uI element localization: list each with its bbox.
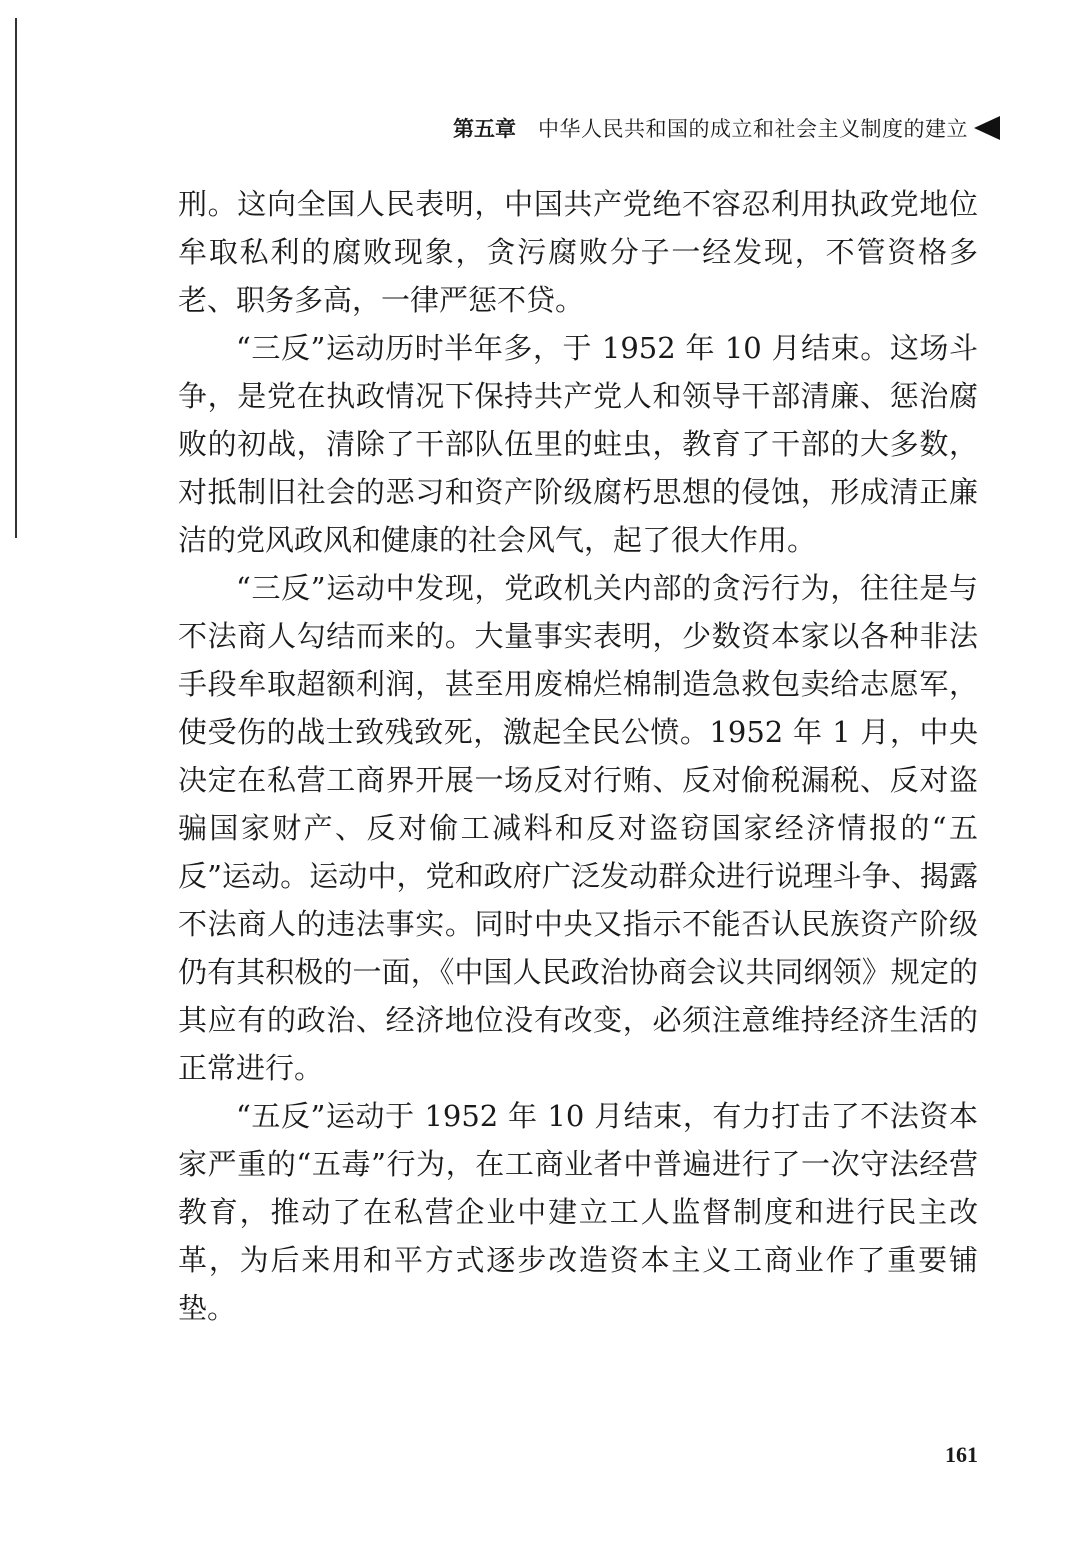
body-text	[178, 180, 978, 1332]
paragraph: “五反”运动于 1952 年 10 月结束，有力打击了不法资本家严重的“五毒”行为，在工商业者中普遍进行了一次守法经营教育，推动了在私营企业中建立工人监督制度和进行民主改革，为后来用和平方式逐步改造资本主义工商业作了重要铺垫。	[178, 1099, 978, 1325]
chapter-label: 第五章	[453, 117, 516, 141]
paragraph: “三反”运动中发现，党政机关内部的贪污行为，往往是与不法商人勾结而来的。大量事实表明，少数资本家以各种非法手段牟取超额利润，甚至用废棉烂棉制造急救包卖给志愿军，使受伤的战士致残致死，激起全民公愤。1952 年 1 月，中央决定在私营工商界开展一场反对行贿、反对偷税漏税、反对盗骗国家财产、反对偷工减料和反对盗窃国家经济情报的“五反”运动。运动中，党和政府广泛发动群众进行说理斗争、揭露不法商人的违法事实。同时中央又指示不能否认民族资产阶级仍有其积极的一面，《中国人民政治协商会议共同纲领》规定的其应有的政治、经济地位没有改变，必须注意维持经济生活的正常进行。	[178, 571, 978, 1085]
binding-edge-line	[15, 18, 17, 538]
paragraph-continuation: 刑。这向全国人民表明，中国共产党绝不容忍利用执政党地位牟取私利的腐败现象，贪污腐败分子一经发现，不管资格多老、职务多高，一律严惩不贷。	[178, 187, 978, 317]
chapter-title: 中华人民共和国的成立和社会主义制度的建立	[538, 117, 968, 141]
triangle-left-icon	[974, 116, 1000, 140]
page-number: 161	[945, 1442, 978, 1467]
running-header	[360, 112, 1000, 144]
paragraph: “三反”运动历时半年多，于 1952 年 10 月结束。这场斗争，是党在执政情况下保持共产党人和领导干部清廉、惩治腐败的初战，清除了干部队伍里的蛀虫，教育了干部的大多数，对抵制旧社会的恶习和资产阶级腐朽思想的侵蚀，形成清正廉洁的党风政风和健康的社会风气，起了很大作用。	[178, 331, 978, 557]
